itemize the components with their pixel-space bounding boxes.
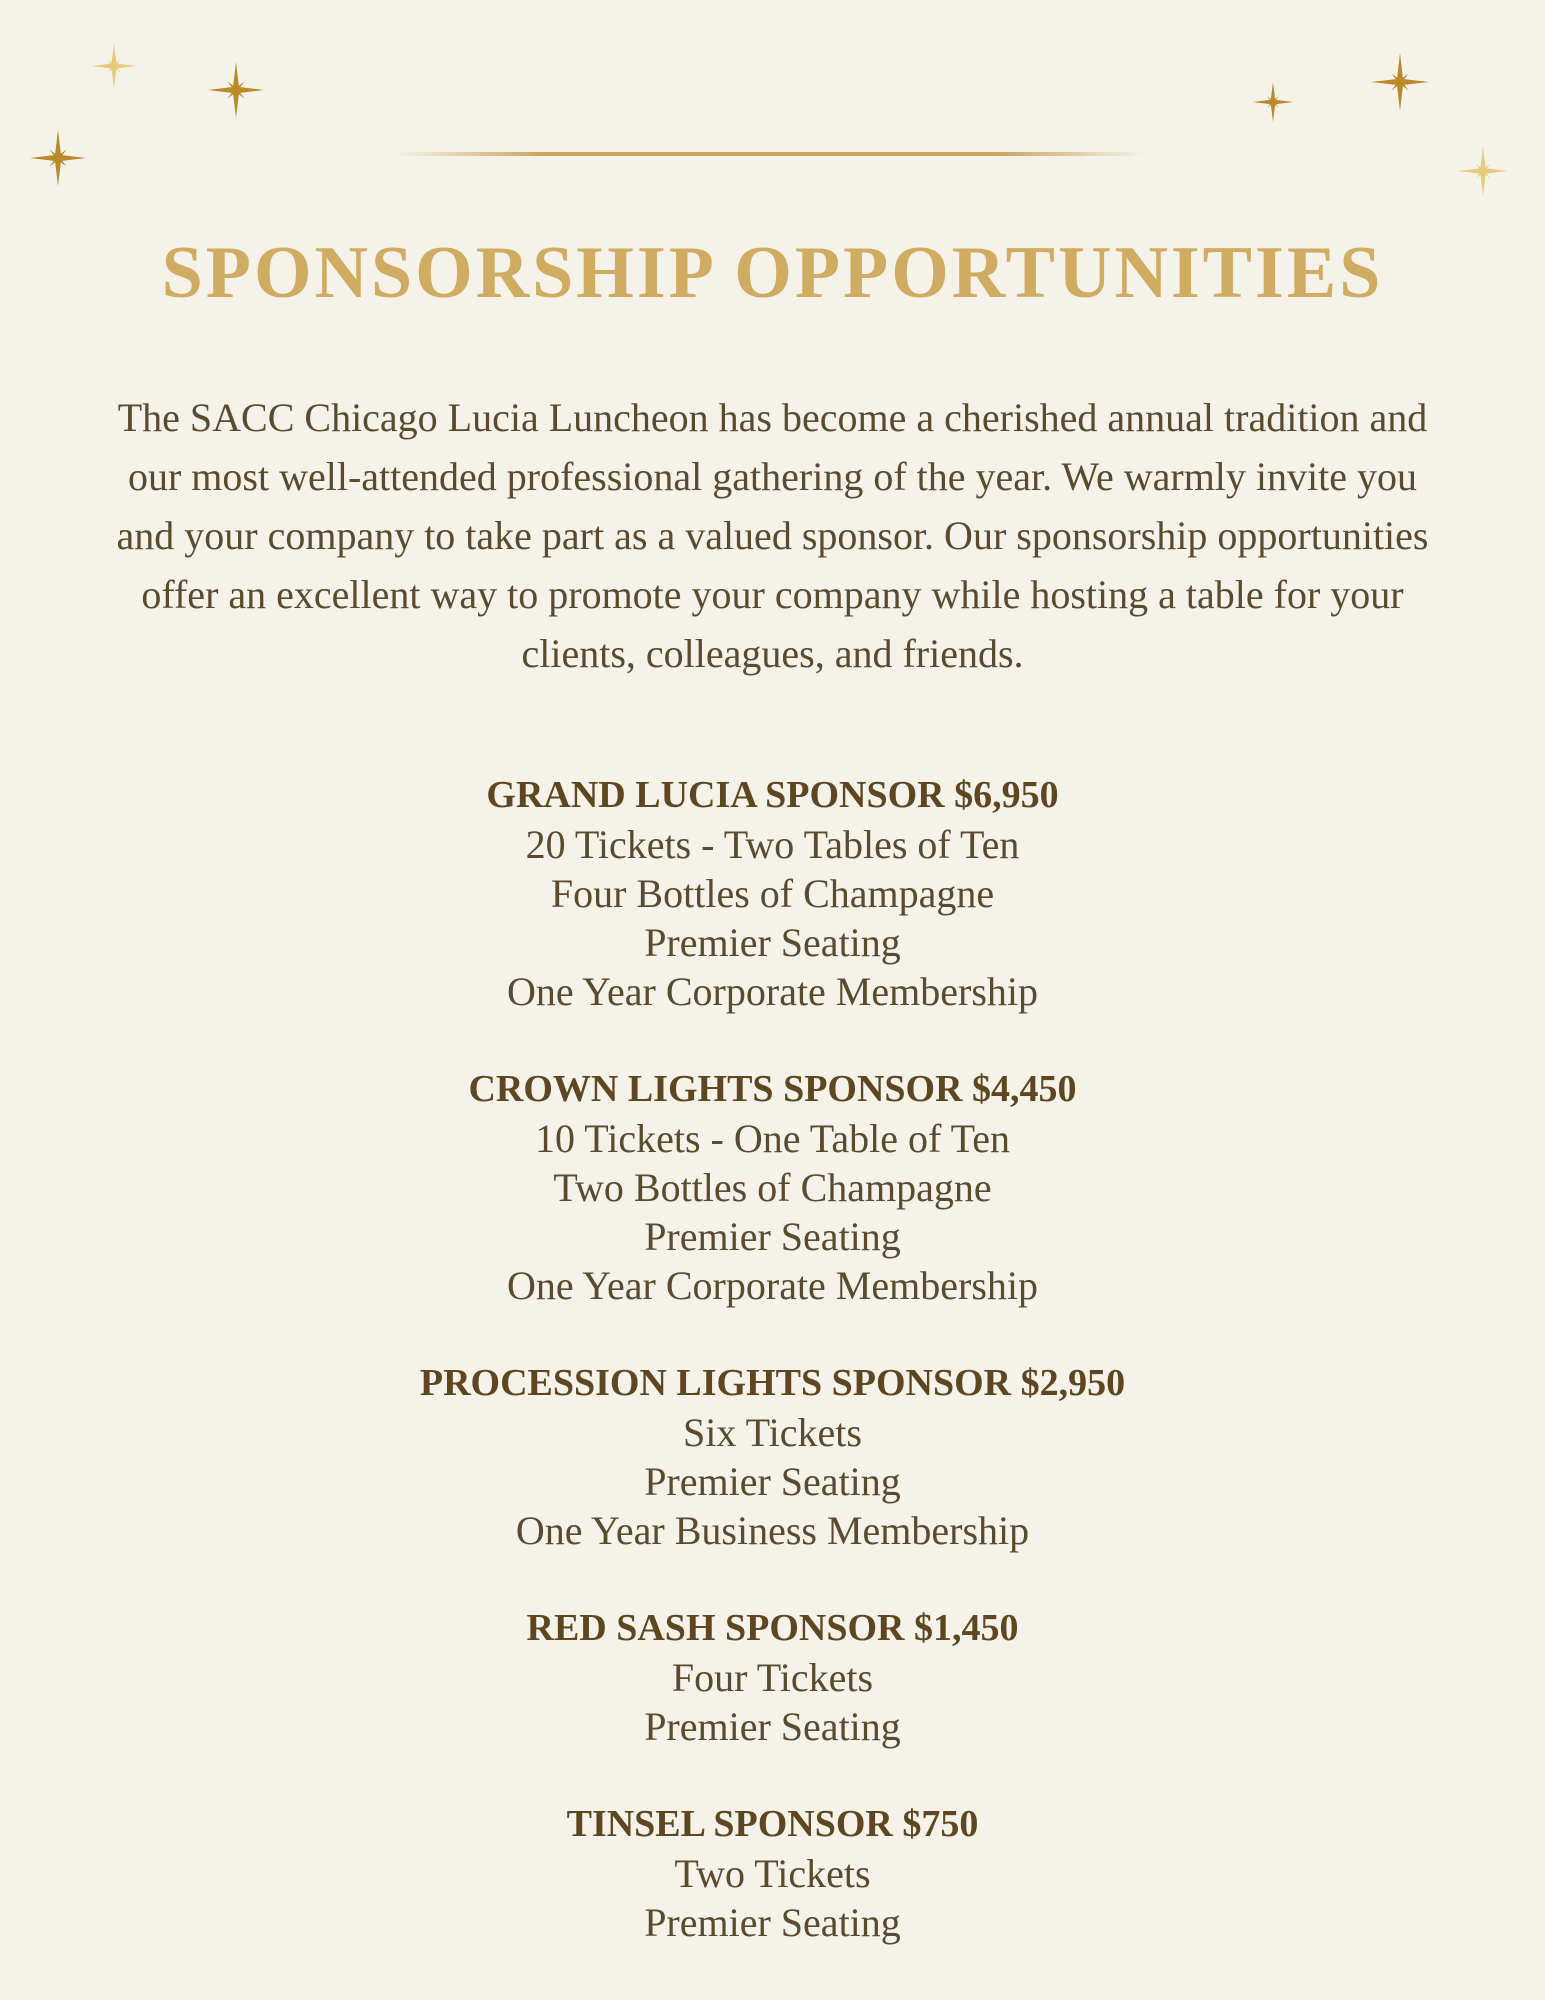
tier-benefit: Premier Seating [644, 1214, 901, 1259]
tier-red-sash [0, 1603, 1545, 1751]
decorative-divider [395, 152, 1145, 156]
tier-grand-lucia [0, 770, 1545, 1016]
sparkle-icon [208, 62, 264, 118]
tier-benefit: Four Bottles of Champagne [550, 871, 995, 916]
tier-benefit: 10 Tickets - One Table of Ten [534, 1116, 1011, 1161]
sparkle-icon [1253, 82, 1293, 122]
tier-benefit: Premier Seating [644, 1704, 901, 1749]
page-title: SPONSORSHIP OPPORTUNITIES [161, 232, 1384, 314]
tier-benefit: Four Tickets [671, 1655, 874, 1700]
tier-benefit: One Year Business Membership [515, 1508, 1030, 1553]
tier-benefit: Premier Seating [644, 1459, 901, 1504]
sparkle-icon [92, 44, 136, 88]
tier-heading: CROWN LIGHTS SPONSOR $4,450 [468, 1068, 1077, 1110]
tier-crown-lights [0, 1064, 1545, 1310]
tier-benefit: Two Tickets [674, 1851, 871, 1896]
tier-tinsel [0, 1799, 1545, 1947]
tier-heading: TINSEL SPONSOR $750 [566, 1803, 979, 1845]
tier-benefit: Two Bottles of Champagne [553, 1165, 992, 1210]
tier-benefit: Premier Seating [644, 920, 901, 965]
sponsorship-tier-list [0, 770, 1545, 1995]
tier-benefit: One Year Corporate Membership [507, 969, 1038, 1014]
sparkle-icon [30, 130, 86, 186]
sparkle-icon [1371, 53, 1429, 111]
tier-benefit: Six Tickets [683, 1410, 862, 1455]
sparkle-icon [1458, 146, 1508, 196]
tier-benefit: One Year Corporate Membership [507, 1263, 1038, 1308]
tier-heading: PROCESSION LIGHTS SPONSOR $2,950 [419, 1362, 1126, 1404]
tier-heading: GRAND LUCIA SPONSOR $6,950 [486, 774, 1059, 816]
tier-benefit: Premier Seating [644, 1900, 901, 1945]
intro-paragraph: The SACC Chicago Lucia Luncheon has become a cherished annual tradition and our most well-attended professional gathering of the year. We warmly invite you and your company to take part as a valued sponsor. Our sponsorship opportunities offer an excellent way to promote your company while hosting a table for your clients, colleagues, and friends. [116, 395, 1429, 676]
tier-procession-lights [0, 1358, 1545, 1555]
tier-heading: RED SASH SPONSOR $1,450 [526, 1607, 1019, 1649]
tier-benefit: 20 Tickets - Two Tables of Ten [525, 822, 1020, 867]
